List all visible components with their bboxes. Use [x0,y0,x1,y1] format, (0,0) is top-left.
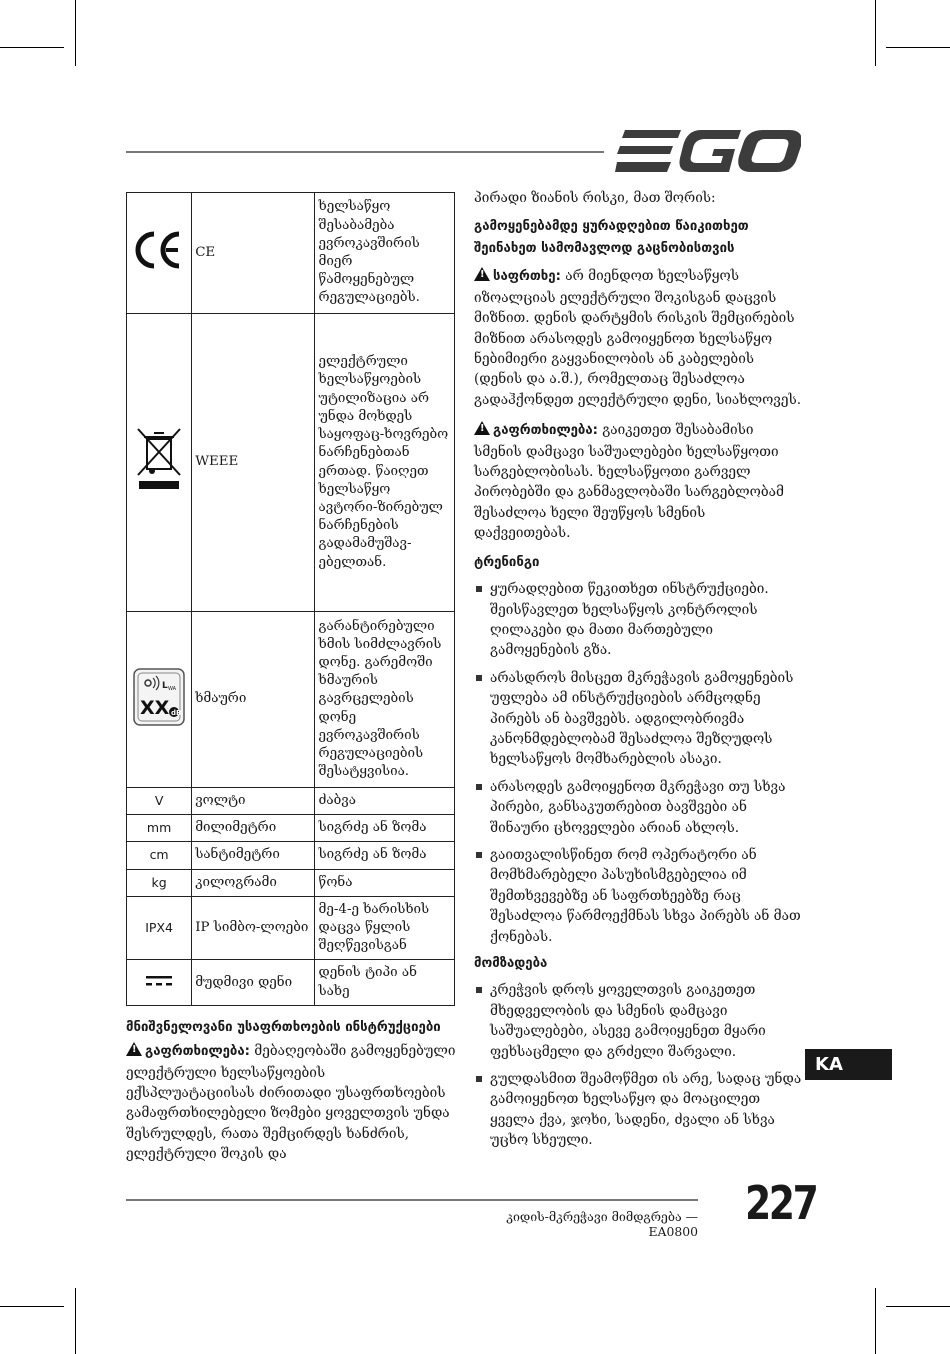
table-cell: სანტიმეტრი [192,842,314,869]
crop-mark [0,47,64,48]
language-tab: KA [805,1049,892,1080]
table-cell: მე-4-ე ხარისხის დაცვა წყლის შეღწევისგან [314,896,454,960]
table-row [127,896,455,960]
header-rule [126,151,604,153]
table-row [127,842,455,869]
table-cell: მუდმივი დენი [192,960,314,1005]
footer-rule [126,1199,698,1201]
crop-mark [886,1306,950,1307]
table-row [127,612,455,788]
table-cell: ელექტრული ხელსაწყოების უტილიზაცია არ უნდა მოხდეს საყოფაც-ხოვრებო ნარჩენებთან ერთად. წაიღეთ ხელსაწყო ავტორი-ზირებულ ნარჩენების გადამამუშავ-ებელთან. [314,314,454,612]
table-cell: სიგრძე ან ზომა [314,815,454,842]
crop-mark [875,0,876,66]
crop-mark [875,1288,876,1354]
table-cell: სიგრძე ან ზომა [314,842,454,869]
danger-label: საფრთხე: [493,269,561,285]
list-item: არასდროს მისცეთ მკრეჭავის გამოყენების უფლება ამ ინსტრუქციების არმცოდნე პირებს ან ბავშვებს. ადგილობრივმა კანონმდებლობამ შესაძლოა შეზღუდოს ხელსაწყოს მომხარებლის ასაკი. [474,668,804,770]
warning-triangle-icon [474,421,490,435]
svg-text:dB: dB [171,708,182,717]
noise-level-icon [133,668,185,726]
table-cell: IPX4 [127,896,192,960]
table-cell: წონა [314,869,454,896]
warning-paragraph [474,420,804,543]
table-row [127,788,455,815]
table-cell: V [127,788,192,815]
footer-text: კიდის-მკრეჭავი მიმდგრება — EA0800 [506,1209,698,1239]
list-item: გულდასმით შეამოწმეთ ის არე, სადაც უნდა გამოიყენოთ ხელსაწყო და მოაცილეთ ყველა ქვა, ჯოხი, სადენი, ძვალი ან სხვა უცხო სხეული. [474,1069,804,1151]
right-column [474,188,804,1158]
table-cell: ხელსაწყო შესაბამება ევროკავშირის მიერ წამოყენებულ რეგულაციებს. [314,193,454,314]
table-cell: CE [192,193,314,314]
page-number: 227 [745,1176,817,1230]
svg-text:XX: XX [140,696,170,719]
danger-paragraph [474,266,804,410]
list-item: ყურადღებით წეკითხეთ ინსტრუქციები. შეისწავლეთ ხელსაწყოს კონტროლის ღილაკები და მათი მართებული გამოყენების გზა. [474,579,804,661]
warning-label: გაფრთხილება: [145,1044,250,1060]
danger-text: არ მიენდოთ ხელსაწყოს იზოალციას ელექტრული შოკისგან დაცვის მიზნით. დენის დარტყმის რისკის შემცირების მიზნით არასოდეს გამოიყენოთ ხელსაწყო ნებიმიერი გაყვანილობის ან კაბელების (დენის და ა.შ.), რომელთაც შესაძლოა გადაჰქონდეთ ელექტრული დენი, სიახლოვეს. [474,268,802,408]
warning-label: გაფრთხილება: [493,423,598,439]
list-item: არასოდეს გამოიყენოთ მკრეჭავი თუ სხვა პირები, განსაკუთრებით ბავშვები ან შინაური ცხოველები არიან ახლოს. [474,777,804,838]
table-row [127,193,455,314]
svg-text:L: L [162,680,168,691]
table-cell: ხმაური [192,612,314,788]
table-row [127,815,455,842]
table-cell: ვოლტი [192,788,314,815]
section-heading: მნიშვნელოვანი უსაფრთხოების ინსტრუქციები [126,1019,441,1035]
table-cell: mm [127,815,192,842]
ego-logo [615,128,801,174]
section-heading: მომზადება [474,956,548,971]
table-cell: kg [127,869,192,896]
svg-text:WA: WA [168,685,177,692]
crop-mark [75,1288,76,1354]
warning-text: მებაღეობაში გამოყენებული ელექტრული ხელსაწყოების ექსპლუატაციისას ძირითადი უსაფრთხოების გამაფრთხილებელი ზომები ყოველთვის უნდა შესრულდეს, რათა შემცირდეს ხანძრის, ელექტრული შოკის და [126,1043,456,1163]
crop-mark [75,0,76,66]
left-column [126,192,456,1165]
ce-mark-icon [134,231,184,269]
warning-triangle-icon [474,267,490,281]
table-row [127,314,455,612]
table-cell: WEEE [192,314,314,612]
crop-mark [0,1306,64,1307]
symbols-table [126,192,455,1006]
training-list [474,579,804,947]
warning-triangle-icon [126,1042,142,1056]
table-row [127,960,455,1005]
table-cell: ძაბვა [314,788,454,815]
warning-paragraph [126,1041,456,1164]
section-heading: გამოყენებამდე ყურადღებით წაიკითხეთ შეინახეთ სამომავლოდ გაცნობისთვის [474,219,749,257]
crop-mark [886,47,950,48]
warning-text: გაიკეთეთ შესაბამისი სმენის დამცავი საშუალებები ხელსაწყოთი სარგებლობისას. ხელსაწყოთი გარველ პირობებში და განმავლობაში სარგებლობამ შესაძლოა ხელი შეუწყოს სმენის დაქვეითებას. [474,422,784,542]
table-cell: cm [127,842,192,869]
preparation-list [474,980,804,1150]
direct-current-icon [146,975,172,987]
table-cell: კილოგრამი [192,869,314,896]
section-heading: ტრენინგი [474,554,540,570]
table-cell: გარანტირებული ხმის სიმძლავრის დონე. გარემოში ხმაურის გავრცელების დონე ევროკავშირის რეგულაციების შესატყვისია. [314,612,454,788]
intro-text: პირადი ზიანის რისკი, მათ შორის: [474,190,716,206]
table-cell: დენის ტიპი ან სახე [314,960,454,1005]
list-item: კრეჭვის დროს ყოველთვის გაიკეთეთ მხედველობის და სმენის დამცავი საშუალებები, ასევე გამოიყენეთ მყარი ფეხსაცმელი და გრძელი შარვალი. [474,980,804,1062]
table-row [127,869,455,896]
list-item: გაითვალისწინეთ რომ ოპერატორი ან მომხმარებელი პასუხისმგებელია იმ შემთხვევებზე ან საფრთხეებზე რაც შესაძლოა წარმოექმნას სხვა პირებს ან მათ ქონებას. [474,845,804,947]
table-cell: მილიმეტრი [192,815,314,842]
table-cell: IP სიმბო-ლოები [192,896,314,960]
weee-crossed-bin-icon [134,425,184,495]
